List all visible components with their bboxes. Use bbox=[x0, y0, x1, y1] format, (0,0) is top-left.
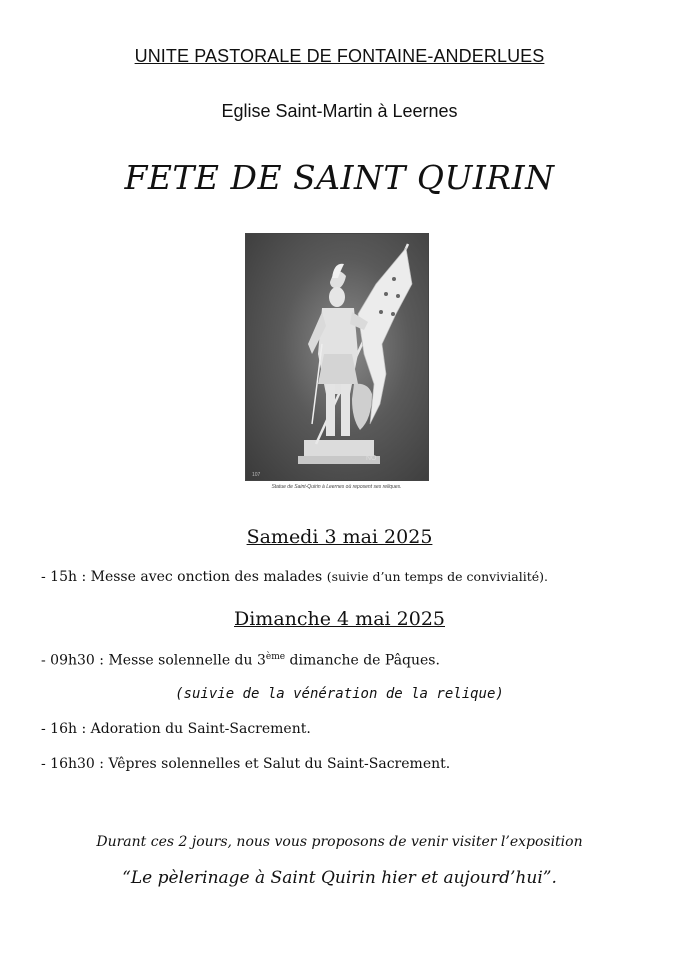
statue-illustration bbox=[246, 234, 428, 480]
sunday-heading: Dimanche 4 mai 2025 bbox=[234, 608, 445, 630]
sunday-item: - 16h30 : Vêpres solennelles et Salut du Saint-Sacrement. bbox=[41, 756, 451, 772]
sunday-item-sup: ème bbox=[265, 652, 286, 662]
saturday-item-note: (suivie d’un temps de convivialité). bbox=[326, 569, 548, 584]
saturday-item-text: - 15h : Messe avec onction des malades bbox=[41, 569, 327, 585]
photo-caption: Statue de Saint-Quirin à Leernes où reposent ses reliques. bbox=[271, 484, 402, 490]
saturday-heading: Samedi 3 mai 2025 bbox=[246, 526, 433, 548]
sunday-item-text-before: - 09h30 : Messe solennelle du 3 bbox=[41, 652, 266, 669]
sunday-item bbox=[41, 652, 440, 669]
statue-image bbox=[245, 233, 429, 481]
svg-text:107: 107 bbox=[252, 472, 261, 478]
sunday-item: - 16h : Adoration du Saint-Sacrement. bbox=[41, 721, 311, 737]
statue-photo bbox=[244, 232, 429, 500]
church-name: Eglise Saint-Martin à Leernes bbox=[221, 101, 458, 121]
saturday-item bbox=[41, 569, 548, 585]
svg-text:NO: NO bbox=[366, 455, 377, 462]
sunday-item-note: (suivie de la vénération de la relique) bbox=[175, 686, 504, 702]
exhibition-intro: Durant ces 2 jours, nous vous proposons de venir visiter l’exposition bbox=[96, 834, 583, 850]
organization-heading: UNITE PASTORALE DE FONTAINE-ANDERLUES bbox=[134, 46, 545, 66]
page-title: FETE DE SAINT QUIRIN bbox=[124, 158, 555, 197]
sunday-item-text-after: dimanche de Pâques. bbox=[285, 652, 440, 669]
exhibition-title: “Le pèlerinage à Saint Quirin hier et aujourd’hui”. bbox=[122, 868, 557, 888]
